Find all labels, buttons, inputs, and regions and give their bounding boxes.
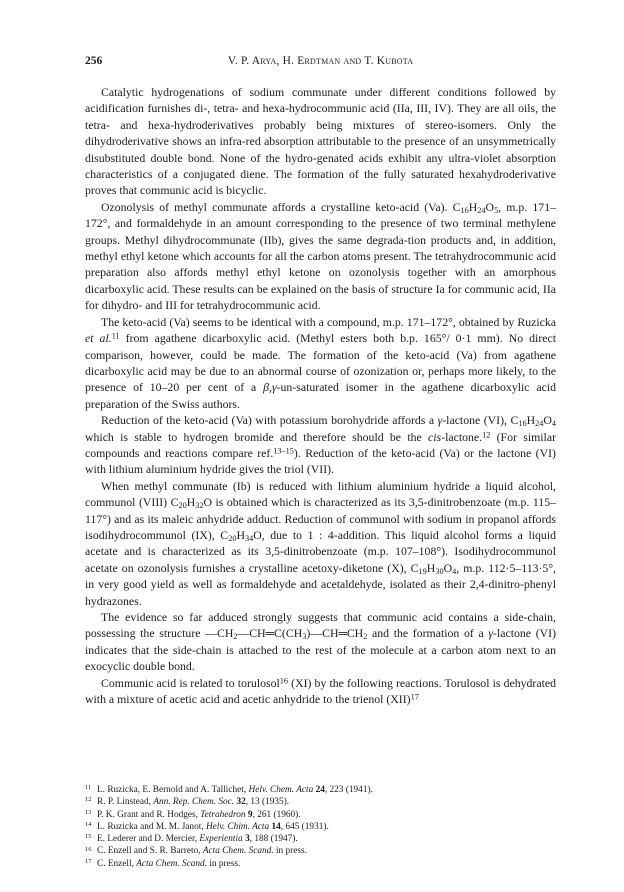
paragraph-lactone-reduction: Reduction of the keto-acid (Va) with potassium borohydride affords a γ-lactone (VI), $C_{16}H_{24}O_4$ which is stable to hydrogen bromide and therefore should be the cis-lactone.$^{12}$ (For similar compounds and reactions compare ref.$^{13-15}$). Reduction of the keto-acid (Va) or the lactone (VI) with lithium aluminium hydride gives the triol (VII). — [85, 413, 556, 477]
running-head — [85, 52, 556, 70]
article-body — [85, 84, 556, 707]
footnote-text: P. K. Grant and R. Hodges, Tetrahedron 9, 261 (1960). — [97, 809, 301, 820]
paragraph-keto-acid: The keto-acid (Va) seems to be identical with a compound, m.p. 171–172°, obtained by Ruzicka et al.$^{11}$ from agathene dicarboxylic acid. (Methyl esters both b.p. 165°/ 0·1 mm). No direct comparison, however, could be made. The formation of the keto-acid (Va) from agathene dicarboxylic acid may be due to an abnormal course of ozonization or, perhaps more likely, to the presence of 10–20 per cent of a β,γ-un-saturated isomer in the agathene dicarboxylic acid preparation of the Swiss authors. — [85, 314, 557, 411]
paragraph-hydrogenation: Catalytic hydrogenations of sodium communate under different conditions followed by acidification furnishes di-, tetra- and hexa-hydrocommunic acid (IIa, III, IV). They are all oils, the tetra- and hexa-hydroderivatives probably being mixtures of stereo-isomers. Only the dihydroderivative shows an infra-red absorption attributable to the presence of an unsymmetrically disubstituted double bond. None of the hydro-genated acids exhibit any ultra-violet absorption characteristics of a conjugated diene. The formation of the fully saturated hexahydroderivative proves that communic acid is bicyclic. — [85, 85, 556, 198]
paragraph-communol: When methyl communate (Ib) is reduced with lithium aluminium hydride a liquid alcohol, communol (VIII) $C_{20}H_{32}O$ is obtained which is characterized as its 3,5-dinitrobenzoate (m.p. 115–117°) and as its maleic anhydride adduct. Reduction of communol with sodium in propanol affords isodihydrocommunol (IX), $C_{20}H_{34}O$, due to 1 : 4-addition. This liquid alcohol forms a liquid acetate and is characterized as its 3,5-dinitrobenzoate (m.p. 107–108°). Isodihydrocommunol acetate on ozonolysis furnishes a crystalline acetoxy-diketone (X), $C_{19}H_{30}O_4$, m.p. 112·5–113·5°, in very good yield as well as formaldehyde and acetaldehyde, isolated as their 2,4-dinitro-phenyl hydrazones. — [85, 478, 557, 608]
footnote-item: $^{16}$ C. Enzell and S. R. Barreto, Acta Chem. Scand. in press. — [85, 845, 307, 857]
footnote-item: $^{12}$ R. P. Linstead, Ann. Rep. Chem. Soc. 32, 13 (1935). — [85, 796, 290, 808]
footnote-text: E. Lederer and D. Mercier, Experientia 3, 188 (1947). — [97, 834, 298, 845]
page-number: 256 — [85, 55, 103, 67]
paragraph-ozonolysis: Ozonolysis of methyl communate affords a crystalline keto-acid (Va). $C_{16}H_{24}O_5$, m.p. 171–172°, and formaldehyde in an amount corresponding to the presence of two terminal methylene groups. Methyl dihydrocommunate (IIb), gives the same degrada-tion products and, in addition, methyl ethyl ketone which accounts for all the carbon atoms present. The tetrahydrocommunic acid preparation also affords methyl ethyl ketone on ozonolysis together with an amorphous dicarboxylic acid. These results can be explained on the basis of structure Ia for communic acid, IIa for dihydro- and III for tetrahydrocommunic acid. — [85, 199, 556, 313]
running-head-authors: V. P. Arya, H. Erdtman and T. Kubota — [227, 55, 414, 67]
footnote-item: $^{17}$ C. Enzell, Acta Chem. Scand. in press. — [85, 857, 241, 869]
footnote-text: L. Ruzicka, E. Bernold and A. Tallichet, Helv. Chem. Acta 24, 223 (1941). — [97, 785, 373, 795]
footnote-item: $^{13}$ P. K. Grant and R. Hodges, Tetrahedron 9, 261 (1960). — [85, 808, 301, 820]
footnotes — [85, 784, 556, 870]
paragraph-torulosol: Communic acid is related to torulosol$^{16}$ (XI) by the following reactions. Torulosol is dehydrated with a mixture of acetic acid and acetic anhydride to the trienol (XII)$^{17}$ — [85, 675, 557, 707]
footnote-text: R. P. Linstead, Ann. Rep. Chem. Soc. 32, 13 (1935). — [97, 797, 290, 808]
footnote-item: $^{15}$ E. Lederer and D. Mercier, Experientia 3, 188 (1947). — [85, 833, 298, 845]
paragraph-side-chain: The evidence so far adduced strongly suggests that communic acid contains a side-chain, possessing the structure $—CH_2—CH═C(CH_3)—CH═CH_2$ and the formation of a γ-lactone (VI) indicates that the side-chain is attached to the rest of the molecule at a carbon atom next to an exocyclic double bond. — [85, 610, 556, 674]
footnote-text: L. Ruzicka and M. M. Janot, Helv. Chim. Acta 14, 645 (1931). — [97, 821, 329, 832]
footnote-text: C. Enzell, Acta Chem. Scand. in press. — [97, 858, 241, 869]
footnote-item: $^{14}$ L. Ruzicka and M. M. Janot, Helv. Chim. Acta 14, 645 (1931). — [85, 820, 329, 832]
footnote-item: $^{11}$ L. Ruzicka, E. Bernold and A. Tallichet, Helv. Chem. Acta 24, 223 (1941). — [85, 784, 373, 795]
footnote-text: C. Enzell and S. R. Barreto, Acta Chem. Scand. in press. — [97, 846, 307, 857]
